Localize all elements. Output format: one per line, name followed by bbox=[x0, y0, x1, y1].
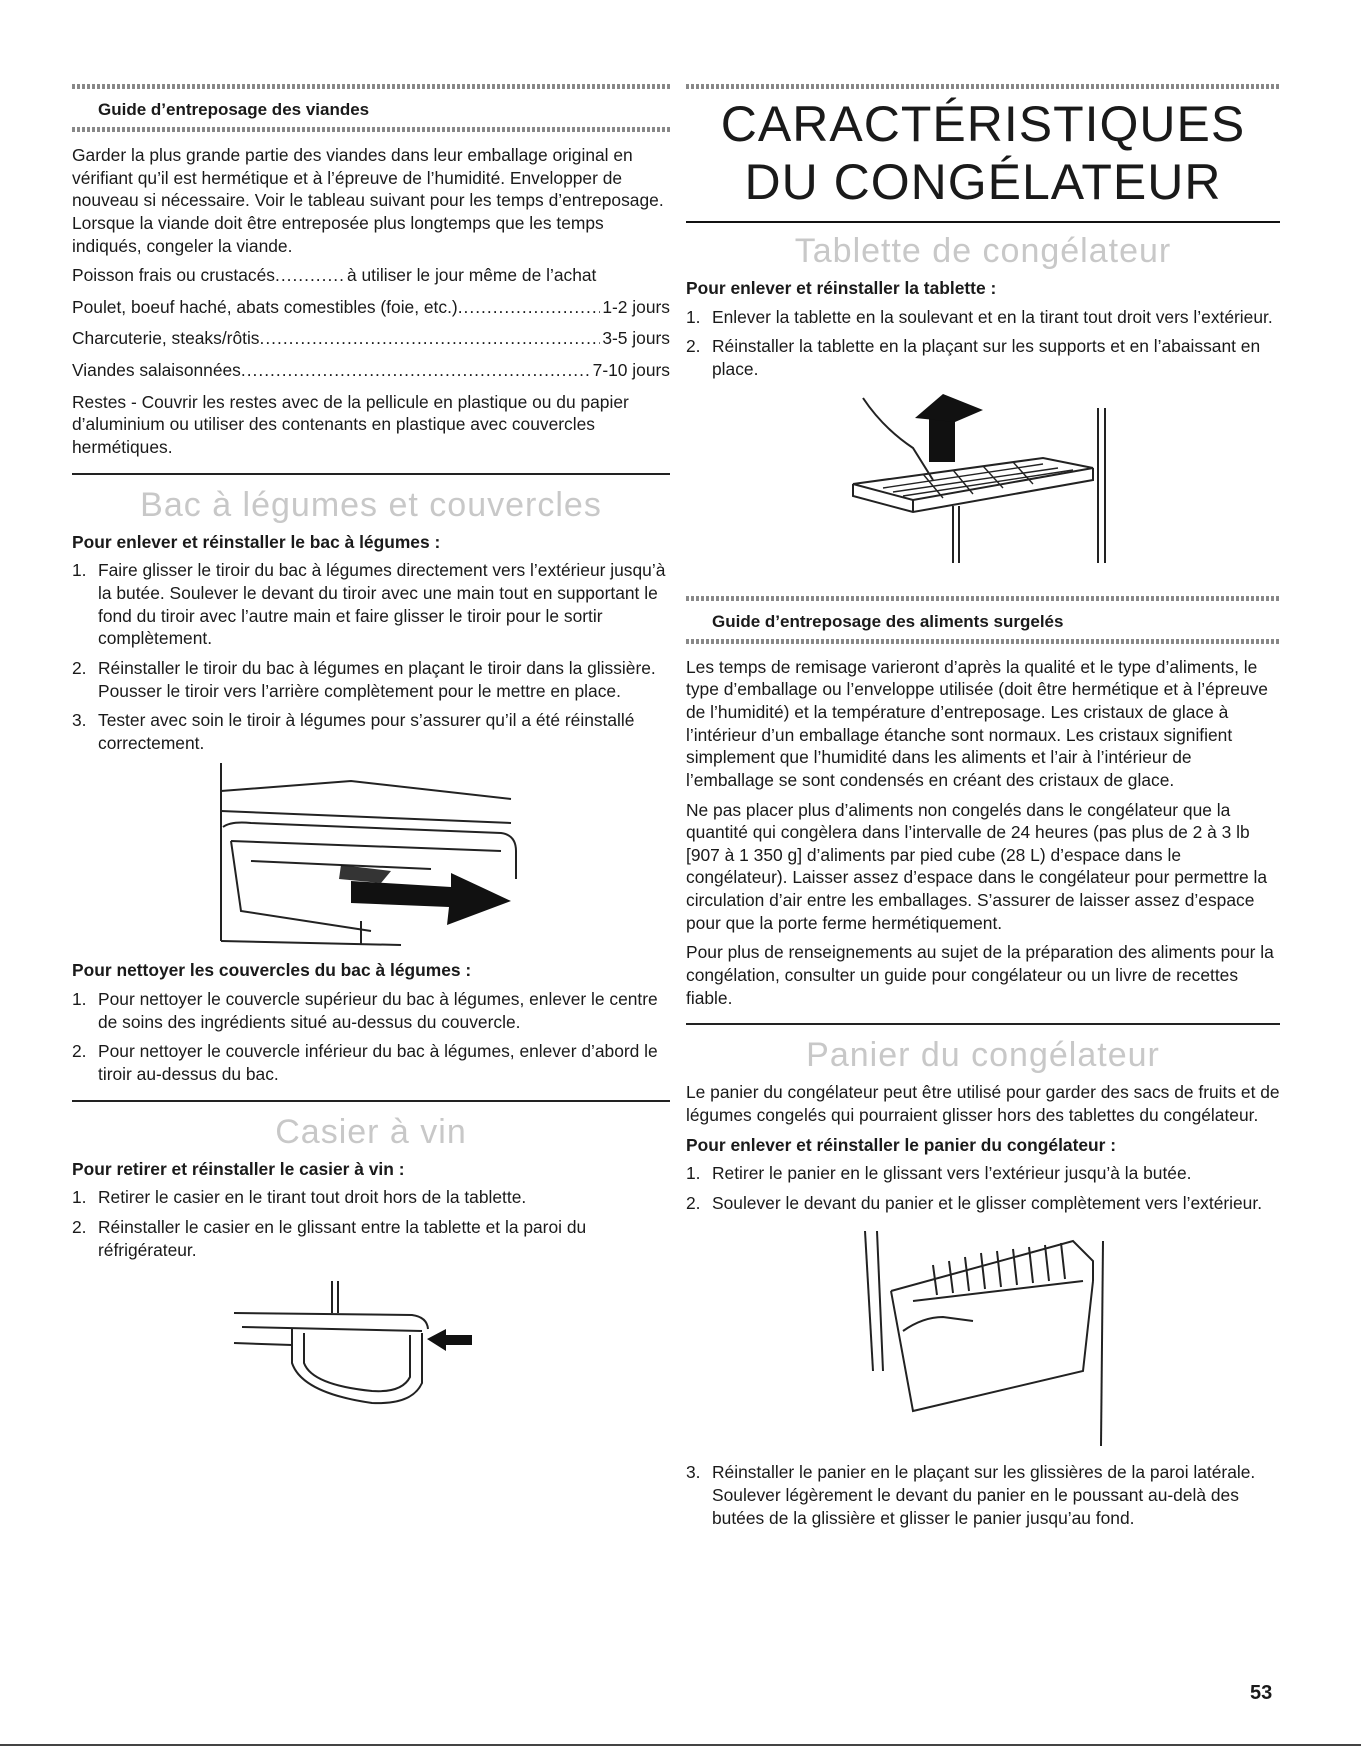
row-value: 1-2 jours bbox=[602, 296, 670, 317]
row-value: 3-5 jours bbox=[602, 328, 670, 349]
freezer-shelf-illustration bbox=[843, 388, 1123, 578]
list-item bbox=[686, 1162, 1280, 1185]
step-number: 2. bbox=[72, 1216, 87, 1237]
section-divider bbox=[686, 1023, 1280, 1025]
basket-intro: Le panier du congélateur peut être utilisé pour garder des sacs de fruits et de légumes congelés qui pourraient glisser hors des tablettes du congélateur. bbox=[686, 1082, 1280, 1125]
crisper-clean-steps bbox=[72, 988, 670, 1086]
crisper-drawer-illustration bbox=[211, 761, 531, 951]
basket-steps bbox=[686, 1162, 1280, 1214]
step-number: 1. bbox=[686, 1163, 701, 1184]
freezer-basket-illustration bbox=[853, 1221, 1113, 1451]
wine-rack-title: Pour retirer et réinstaller le casier à vin : bbox=[72, 1158, 405, 1179]
row-label: Viandes salaisonnées bbox=[72, 360, 241, 381]
basket-heading: Panier du congélateur bbox=[806, 1036, 1160, 1075]
frozen-guide-paragraph: Pour plus de renseignements au sujet de la préparation des aliments pour la congélation, consulter un guide pour congélateur ou un livre de recettes fiable. bbox=[686, 942, 1274, 1008]
shelf-heading: Tablette de congélateur bbox=[794, 232, 1172, 270]
wine-rack-heading: Casier à vin bbox=[275, 1112, 467, 1151]
row-label: Poisson frais ou crustacés bbox=[72, 265, 275, 286]
wine-rack-illustration bbox=[232, 1273, 492, 1423]
footer-rule bbox=[0, 1744, 1361, 1746]
page-number: 53 bbox=[1250, 1682, 1273, 1704]
step-number: 1. bbox=[686, 306, 701, 327]
step-number: 1. bbox=[72, 989, 87, 1010]
crisper-heading: Bac à légumes et couvercles bbox=[140, 485, 602, 524]
arrow-up-icon bbox=[929, 416, 955, 462]
basket-title: Pour enlever et réinstaller le panier du congélateur : bbox=[686, 1134, 1117, 1155]
shelf-steps bbox=[686, 306, 1280, 381]
leader-dots bbox=[275, 264, 345, 287]
meat-guide-title: Guide d’entreposage des viandes bbox=[98, 100, 370, 119]
frozen-guide-title: Guide d’entreposage des aliments surgelés bbox=[712, 611, 1064, 631]
list-item bbox=[72, 988, 670, 1033]
step-text: Réinstaller la tablette en la plaçant sur les supports et en l’abaissant en place. bbox=[712, 336, 1261, 380]
step-number: 1. bbox=[72, 1187, 87, 1208]
row-label: Charcuterie, steaks/rôtis bbox=[72, 328, 260, 349]
list-item bbox=[72, 1216, 670, 1261]
list-item bbox=[686, 1192, 1280, 1215]
list-item bbox=[686, 306, 1280, 329]
step-number: 2. bbox=[686, 1192, 701, 1213]
step-text: Réinstaller le tiroir du bac à légumes en plaçant le tiroir dans la glissière. Pousser le tiroir vers l’arrière complètement pour le mettre en place. bbox=[98, 657, 656, 701]
step-text: Enlever la tablette en la soulevant et en la tirant tout droit vers l’extérieur. bbox=[712, 306, 1273, 327]
row-value: 7-10 jours bbox=[592, 360, 670, 381]
dotted-rule bbox=[72, 84, 670, 89]
dotted-rule bbox=[686, 84, 1280, 89]
dotted-rule bbox=[686, 639, 1280, 644]
leader-dots bbox=[260, 327, 601, 350]
dotted-rule bbox=[72, 127, 670, 132]
title-rule bbox=[686, 221, 1280, 223]
frozen-guide-paragraph: Les temps de remisage varieront d’après la qualité et le type d’aliments, le type d’emballage ou l’enveloppe utilisée (doit être hermétique et à l’épreuve de l’humidité) et la température d’entreposage. Les cristaux de glace à l’intérieur d’un emballage étanche sont normaux. Les cristaux signifient simplement que l’humidité dans les aliments et l’air à l’intérieur de l’emballage se sont condensés en créant des cristaux de glace. bbox=[686, 656, 1268, 790]
step-text: Réinstaller le panier en le plaçant sur les glissières de la paroi latérale. Soulever légèrement le devant du panier en le poussant au-delà des butées de la glissière et glisser le panier jusqu’au fond. bbox=[712, 1462, 1256, 1528]
step-number: 3. bbox=[72, 710, 87, 731]
list-item bbox=[72, 657, 670, 702]
step-text: Pour nettoyer le couvercle supérieur du bac à légumes, enlever le centre de soins des ingrédients situé au-dessus du couvercle. bbox=[98, 989, 658, 1032]
table-row bbox=[72, 264, 670, 287]
step-text: Pour nettoyer le couvercle inférieur du bac à légumes, enlever d’abord le tiroir au-dessus du bac. bbox=[98, 1041, 658, 1084]
step-number: 2. bbox=[686, 336, 701, 357]
section-divider bbox=[72, 1100, 670, 1102]
shelf-title: Pour enlever et réinstaller la tablette : bbox=[686, 278, 997, 299]
step-text: Faire glisser le tiroir du bac à légumes directement vers l’extérieur jusqu’à la butée. Soulever le devant du tiroir avec une main tout en supportant le fond du tiroir avec l’autre main et faire glisser le tiroir pour le sortir complètement. bbox=[98, 560, 666, 649]
step-number: 2. bbox=[72, 1041, 87, 1062]
list-item bbox=[72, 709, 670, 754]
table-row bbox=[72, 327, 670, 350]
wine-rack-steps bbox=[72, 1186, 670, 1261]
step-text: Soulever le devant du panier et le glisser complètement vers l’extérieur. bbox=[712, 1192, 1263, 1213]
step-number: 1. bbox=[72, 560, 87, 581]
leader-dots bbox=[458, 296, 601, 319]
list-item bbox=[686, 335, 1280, 380]
leader-dots bbox=[241, 359, 591, 382]
list-item bbox=[72, 559, 670, 650]
table-row bbox=[72, 296, 670, 319]
section-divider bbox=[72, 473, 670, 475]
dotted-rule bbox=[686, 596, 1280, 601]
frozen-guide-paragraph: Ne pas placer plus d’aliments non congelés dans le congélateur que la quantité qui congèlera dans l’intervalle de 24 heures (pas plus de 2 à 3 lb [907 à 1 350 g] d’aliments par pied cube (28 L) d’espace dans le congélateur). Laisser assez d’espace dans le congélateur pour permettre la circulation d’air entre les emballages. S’assurer de laisser assez d’espace pour que la porte ferme hermétiquement. bbox=[686, 799, 1267, 933]
list-item bbox=[72, 1040, 670, 1085]
page-title: CARACTÉRISTIQUES DU CONGÉLATEUR bbox=[720, 96, 1246, 210]
crisper-steps bbox=[72, 559, 670, 754]
crisper-clean-title: Pour nettoyer les couvercles du bac à légumes : bbox=[72, 960, 472, 981]
step-text: Retirer le casier en le tirant tout droit hors de la tablette. bbox=[98, 1187, 527, 1208]
left-column bbox=[72, 84, 670, 1423]
basket-step-3 bbox=[686, 1461, 1280, 1529]
crisper-remove-title: Pour enlever et réinstaller le bac à légumes : bbox=[72, 531, 441, 552]
step-text: Retirer le panier en le glissant vers l’extérieur jusqu’à la butée. bbox=[712, 1163, 1192, 1184]
storage-table bbox=[72, 264, 670, 382]
row-label: Poulet, boeuf haché, abats comestibles (foie, etc.) bbox=[72, 296, 458, 317]
leftovers-note: Restes - Couvrir les restes avec de la pellicule en plastique ou du papier d’aluminium ou utiliser des contenants en plastique avec couvercles hermétiques. bbox=[72, 391, 629, 457]
list-item bbox=[72, 1186, 670, 1209]
meat-guide-intro: Garder la plus grande partie des viandes dans leur emballage original en vérifiant qu’il est hermétique et à l’épreuve de l’humidité. Envelopper de nouveau si nécessaire. Voir le tableau suivant pour les temps d’entreposage. Lorsque la viande doit être entreposée plus longtemps que les temps indiqués, congeler la viande. bbox=[72, 145, 664, 256]
row-value: à utiliser le jour même de l’achat bbox=[346, 265, 597, 286]
step-text: Réinstaller le casier en le glissant entre la tablette et la paroi du réfrigérateur. bbox=[98, 1216, 587, 1260]
step-number: 3. bbox=[686, 1462, 701, 1483]
table-row bbox=[72, 359, 670, 382]
step-text: Tester avec soin le tiroir à légumes pour s’assurer qu’il a été réinstallé correctement. bbox=[98, 710, 635, 753]
list-item bbox=[686, 1461, 1280, 1529]
right-column bbox=[686, 84, 1280, 1536]
step-number: 2. bbox=[72, 657, 87, 678]
arrow-left-icon bbox=[427, 1329, 472, 1351]
